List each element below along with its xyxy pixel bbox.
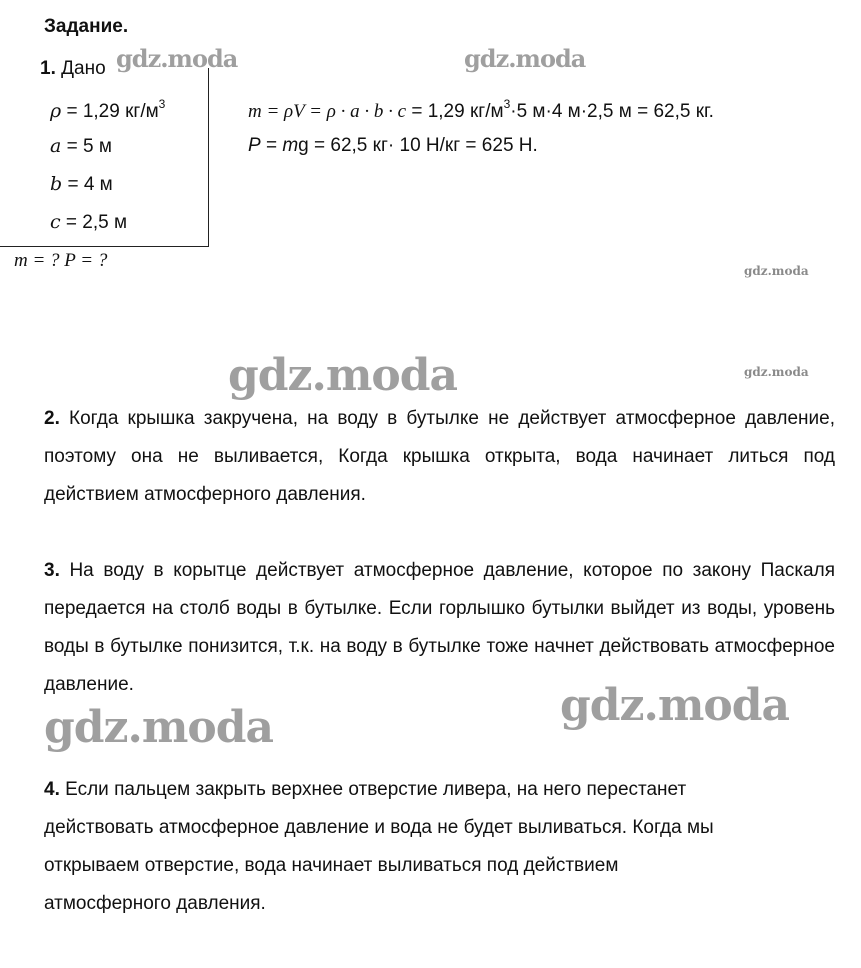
calc-weight: P = mg = 62,5 кг· 10 Н/кг = 625 Н. [248,135,538,156]
task4-line: действовать атмосферное давление и вода не будет выливаться. Когда мы [44,817,714,838]
given-symbol: a [50,135,62,157]
given-label: Дано [61,58,106,79]
watermark: gdz.moda [44,702,274,753]
weight-result: g = 62,5 кг· 10 Н/кг = 625 Н. [298,135,538,156]
given-symbol: b [50,173,63,195]
given-value: = 1,29 кг/м [61,101,159,122]
calc-mass [248,97,714,123]
unknowns: m = ? P = ? [14,250,108,271]
given-value: = 5 м [61,136,112,157]
given-symbol: c [50,211,61,233]
mass-result: ·5 м·4 м·2,5 м = 62,5 кг. [510,101,714,122]
weight-mass-symbol: m [282,135,299,156]
mass-substitution: = 1,29 кг/м [406,101,504,122]
watermark: gdz.moda [560,680,790,731]
mass-formula: m = ρV = ρ · a · b · c [248,101,407,122]
watermark: gdz.moda [228,350,458,401]
given-symbol: ρ [50,100,62,122]
task1-heading [40,58,106,80]
task4-line: атмосферного давления. [44,893,266,914]
given-value: = 2,5 м [60,212,128,233]
given-box-vertical-line [208,68,209,246]
given-length-b [50,173,113,196]
task4-line: открываем отверстие, вода начинает выливаться под действием [44,855,619,876]
watermark: gdz.moda [116,44,238,73]
given-value: = 4 м [62,174,113,195]
task4-line: Если пальцем закрыть верхнее отверстие ливера, на него перестанет [59,779,687,800]
given-length-c [50,211,127,234]
task3-number: 3. [44,560,60,581]
task4-number: 4. [44,779,60,800]
given-density [50,97,165,123]
given-exponent: 3 [158,97,166,111]
task2-number: 2. [44,408,60,429]
weight-symbol: P [248,135,261,156]
watermark: gdz.moda [464,44,586,73]
task4-paragraph [44,771,835,923]
mass-exponent: 3 [503,97,511,111]
watermark: gdz.moda [744,365,809,379]
task-title: Задание. [44,16,129,37]
task1-number: 1. [40,58,56,79]
given-box-horizontal-line [0,246,209,247]
task2-paragraph [44,400,835,514]
task3-text: На воду в корытце действует атмосферное давление, которое по закону Паскаля передается на столб воды в бутылке. Если горлышко бутылки выйдет из воды, уровень воды в бутылке понизится, т.к. на воду в бутылке тоже начнет действовать атмосферное давление. [44,560,835,695]
task2-text: Когда крышка закручена, на воду в бутылке не действует атмосферное давление, поэтому она не выливается, Когда крышка открыта, вода начинает литься под действием атмосферного давления. [44,408,835,505]
watermark: gdz.moda [744,264,809,278]
given-length-a [50,135,112,158]
